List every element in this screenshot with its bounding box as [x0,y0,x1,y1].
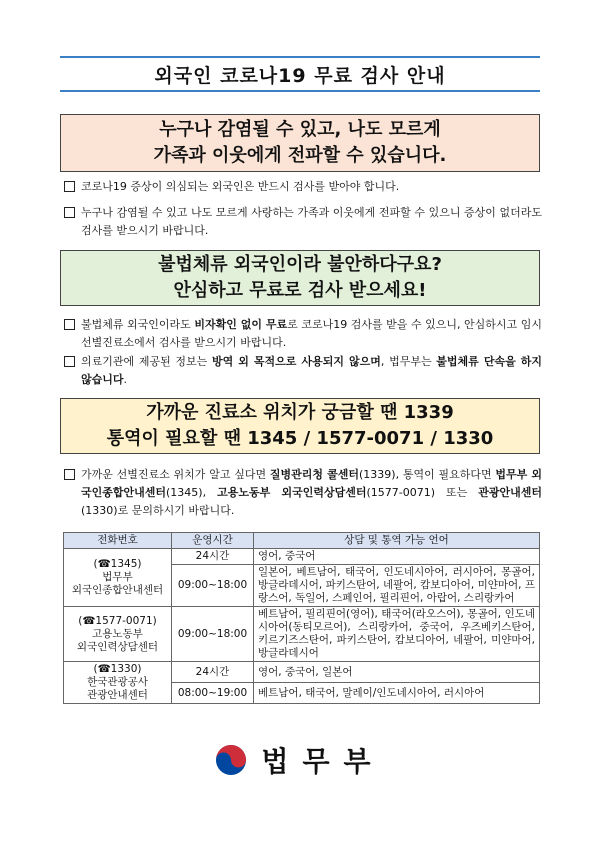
text-bold: 비자확인 없이 무료 [194,318,288,331]
banner-infection-line2: 가족과 이웃에게 전파할 수 있습니다. [153,145,447,166]
taegeuk-emblem-icon [215,744,247,776]
bullet-asymptomatic [64,204,542,240]
text-part: (1339), 통역이 필요하다면 [359,468,496,481]
org-center: 관광안내센터 [87,689,148,701]
org-cell [64,607,172,662]
org-ministry: 고용노동부 [92,627,143,640]
bullet-contact-info [64,466,542,520]
languages-cell: 베트남어, 필리핀어(영어), 태국어(라오스어), 몽골어, 인도네시아어(동티모르어), 스리랑카어, 중국어, 우즈베키스탄어, 키르기즈스탄어, 파키스탄어, 캄보디아어, 네팔어, 미얀마어, 방글라데시어 [254,607,540,662]
text-bold: 법무부 외국인종합안내센터 [81,468,543,499]
hours-cell: 09:00~18:00 [172,565,254,607]
bullet-no-visa-check [64,316,542,352]
languages-cell: 베트남어, 태국어, 말레이/인도네시아어, 러시아어 [254,683,540,704]
banner-infection [60,114,540,172]
header-phone: 전화번호 [64,533,172,549]
hours-cell: 08:00~19:00 [172,683,254,704]
phone-number: (☎1330) [93,663,142,675]
bullet-asymptomatic-text: 누구나 감염될 수 있고 나도 모르게 사랑하는 가족과 이웃에게 전파할 수 있으니 증상이 없더라도 검사를 받으시기 바랍니다. [81,206,542,237]
text-bold: 방역 외 목적으로 사용되지 않으며 [211,355,381,368]
languages-cell: 일본어, 베트남어, 태국어, 인도네시아어, 러시아어, 몽골어, 방글라데시어, 파키스탄어, 네팔어, 캄보디아어, 미얀마어, 프랑스어, 독일어, 스페인어, 필리핀어, 아랍어, 스리랑카어 [254,565,540,607]
text-part: (1345), [166,486,218,499]
hours-cell: 24시간 [172,662,254,683]
checkbox-square-icon [64,207,75,218]
hours-cell: 09:00~18:00 [172,607,254,662]
languages-cell: 영어, 중국어, 일본어 [254,662,540,683]
text-part: . [123,373,128,386]
footer-ministry [0,740,600,780]
org-center: 외국인력상담센터 [76,640,159,653]
banner-illegal-stay-line2: 안심하고 무료로 검사 받으세요! [173,280,427,301]
org-ministry: 한국관광공사 [87,676,148,688]
phone-number: (☎1345) [93,558,142,570]
languages-cell: 영어, 중국어 [254,549,540,565]
bullet-symptoms [64,178,542,196]
bullet-no-crackdown [64,353,542,389]
org-center: 외국인종합안내센터 [71,584,164,596]
checkbox-square-icon [64,356,75,367]
header-languages: 상담 및 통역 가능 언어 [254,533,540,549]
text-part: 불법체류 외국인이라도 [81,318,195,331]
bullet-symptoms-text: 코로나19 증상이 의심되는 외국인은 반드시 검사를 받아야 합니다. [81,180,400,193]
title-bar [60,56,540,92]
checkbox-square-icon [64,319,75,330]
banner-infection-line1: 누구나 감염될 수 있고, 나도 모르게 [159,119,441,140]
text-part: 로 코로나19 검사를 받을 수 있으니, 안심하시고 임시선별진료소에서 검사를 받으시기 바랍니다. [81,318,542,349]
text-bold: 고용노동부 외국인력상담센터 [217,486,367,499]
text-part: , 법무부는 [380,355,437,368]
banner-illegal-stay-line1: 불법체류 외국인이라 불안하다구요? [158,254,442,275]
text-part: 가까운 선별진료소 위치가 알고 싶다면 [81,468,270,481]
checkbox-square-icon [64,181,75,192]
banner-hotlines [60,398,540,454]
text-bold: 질병관리청 콜센터 [269,468,359,481]
page-title: 외국인 코로나19 무료 검사 안내 [154,64,446,87]
checkbox-square-icon [64,469,75,480]
header-hours: 운영시간 [172,533,254,549]
org-cell [64,662,172,704]
text-part: (1330)로 문의하시기 바랍니다. [81,504,235,517]
ministry-name: 법무부 [261,745,385,778]
banner-hotlines-line2: 통역이 필요할 땐 1345 / 1577-0071 / 1330 [106,428,494,449]
org-cell [64,549,172,607]
banner-hotlines-line1: 가까운 진료소 위치가 궁금할 땐 1339 [146,402,454,423]
table-header-row [64,533,540,549]
org-ministry: 법무부 [102,571,133,583]
phone-number: (☎1577-0071) [78,614,157,627]
banner-illegal-stay [60,250,540,306]
hours-cell: 24시간 [172,549,254,565]
text-part: (1577-0071) 또는 [366,486,479,499]
hotline-table [63,532,540,704]
table-row [64,662,540,683]
table-row [64,549,540,565]
table-row [64,607,540,662]
text-bold: 관광안내센터 [478,486,542,499]
text-bold: 불법체류 단속을 하지 않습니다 [81,355,542,386]
text-part: 의료기관에 제공된 정보는 [81,355,212,368]
